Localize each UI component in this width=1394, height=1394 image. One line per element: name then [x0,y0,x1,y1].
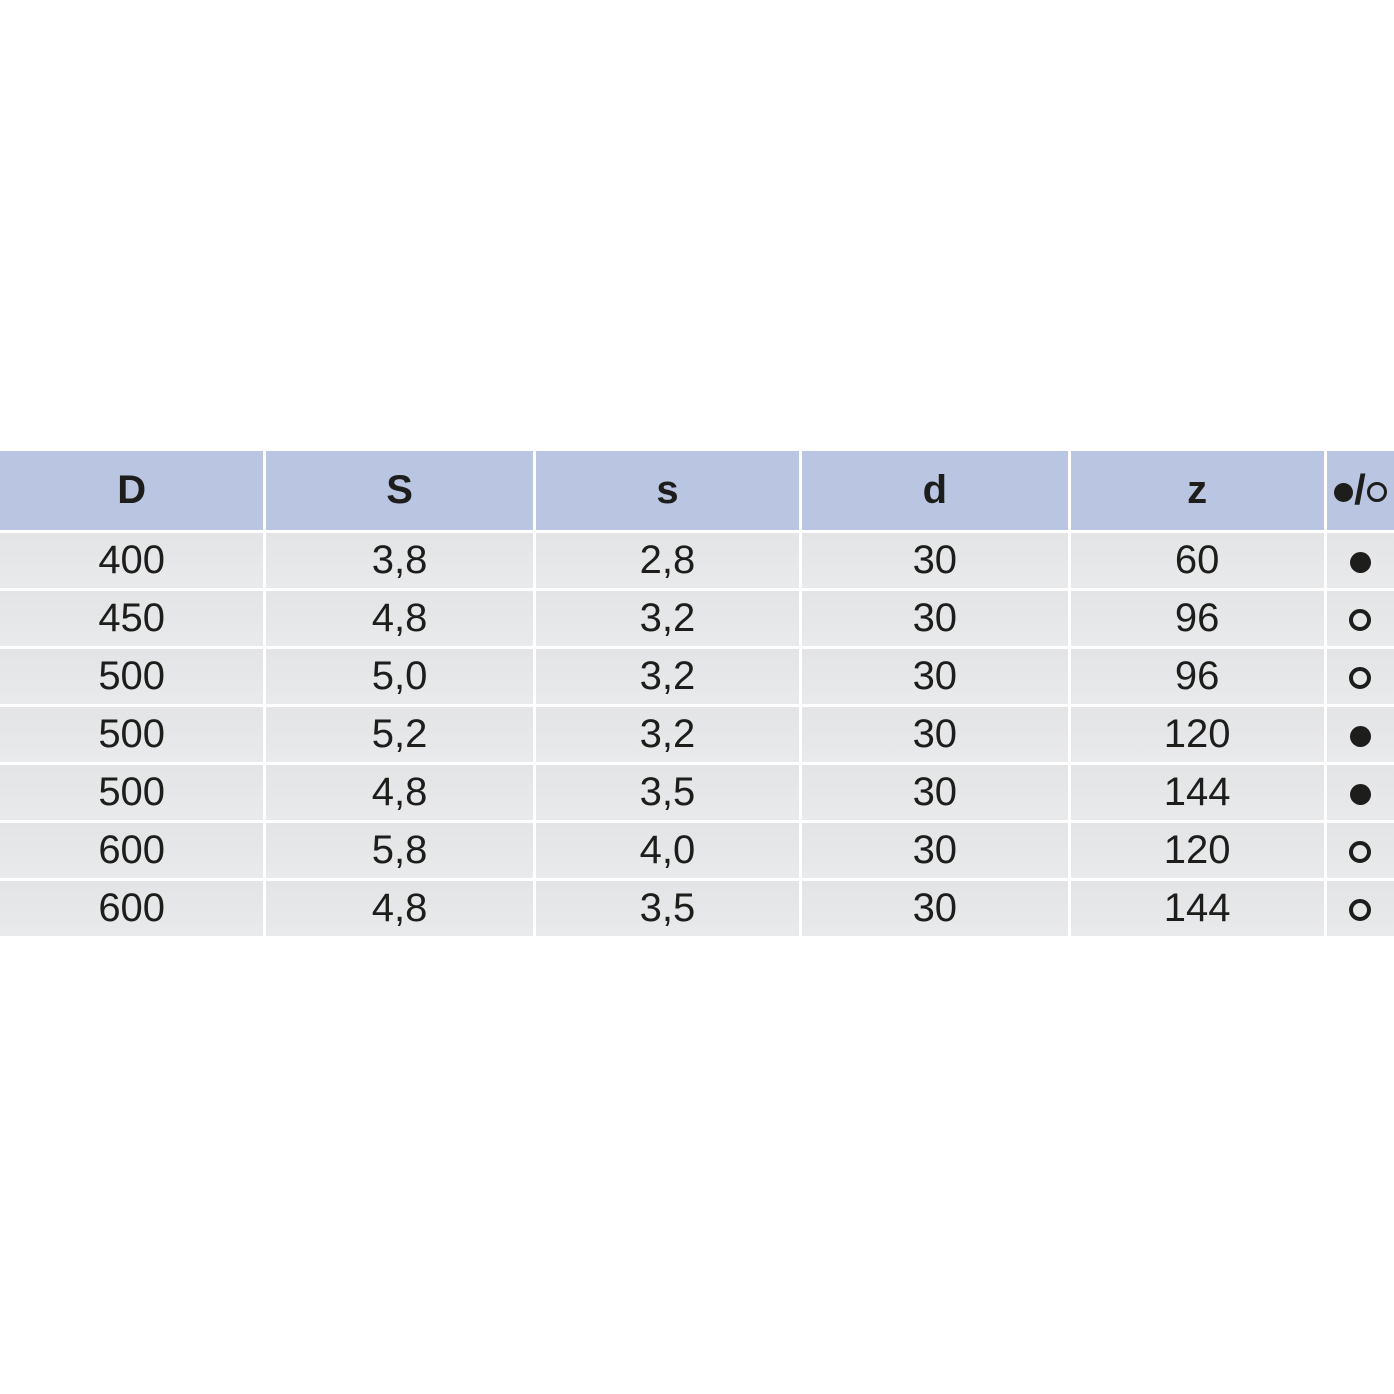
column-header-S: S [266,451,532,530]
spec-table-wrap [0,448,1394,939]
cell-z: 96 [1071,649,1324,704]
cell-s: 4,0 [536,823,799,878]
cell-z: 120 [1071,823,1324,878]
slash-separator: / [1354,466,1366,514]
cell-S: 5,2 [266,707,532,762]
cell-d: 30 [802,649,1067,704]
cell-s: 3,2 [536,707,799,762]
cell-D: 450 [0,591,263,646]
cell-D: 600 [0,823,263,878]
table-row [0,823,1394,878]
cell-z: 144 [1071,881,1324,936]
symbol-cell [1327,707,1394,762]
cell-S: 4,8 [266,881,532,936]
open-circle-icon [1349,841,1371,863]
cell-z: 60 [1071,533,1324,588]
cell-z: 96 [1071,591,1324,646]
open-circle-icon [1349,609,1371,631]
symbol-cell [1327,649,1394,704]
column-header-z: z [1071,451,1324,530]
cell-d: 30 [802,823,1067,878]
table-row [0,881,1394,936]
table-body [0,533,1394,936]
header-row [0,451,1394,530]
table-row [0,649,1394,704]
column-header-s: s [536,451,799,530]
column-header-D: D [0,451,263,530]
cell-d: 30 [802,765,1067,820]
cell-s: 3,5 [536,881,799,936]
cell-z: 120 [1071,707,1324,762]
cell-d: 30 [802,591,1067,646]
symbol-cell [1327,823,1394,878]
column-header-symbol [1327,451,1394,530]
symbol-cell [1327,533,1394,588]
filled-circle-icon [1350,784,1371,805]
open-circle-icon [1349,899,1371,921]
cell-S: 4,8 [266,765,532,820]
column-header-d: d [802,451,1067,530]
table-row [0,707,1394,762]
cell-S: 5,8 [266,823,532,878]
cell-D: 600 [0,881,263,936]
cell-D: 500 [0,765,263,820]
filled-circle-icon [1350,726,1371,747]
cell-s: 3,5 [536,765,799,820]
cell-z: 144 [1071,765,1324,820]
symbol-cell [1327,765,1394,820]
table-row [0,591,1394,646]
cell-S: 4,8 [266,591,532,646]
cell-s: 3,2 [536,649,799,704]
cell-D: 500 [0,649,263,704]
open-circle-icon [1367,482,1387,502]
cell-S: 3,8 [266,533,532,588]
table-row [0,765,1394,820]
table-row [0,533,1394,588]
filled-circle-icon [1334,483,1353,502]
open-circle-icon [1349,667,1371,689]
symbol-cell [1327,591,1394,646]
cell-d: 30 [802,707,1067,762]
cell-S: 5,0 [266,649,532,704]
symbol-cell [1327,881,1394,936]
filled-circle-icon [1350,552,1371,573]
cell-s: 2,8 [536,533,799,588]
cell-d: 30 [802,881,1067,936]
cell-d: 30 [802,533,1067,588]
cell-D: 400 [0,533,263,588]
cell-D: 500 [0,707,263,762]
spec-table [0,448,1394,939]
cell-s: 3,2 [536,591,799,646]
